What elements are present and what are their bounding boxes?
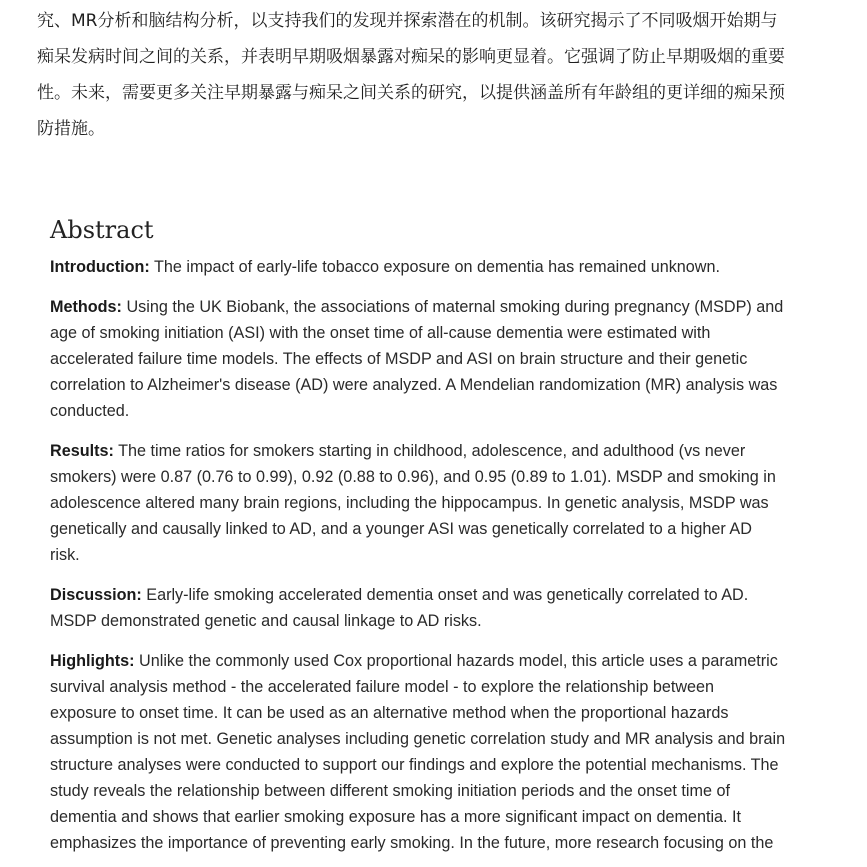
abstract-methods — [50, 294, 850, 424]
abstract-line: emphasizes the importance of preventing early smoking. In the future, more research focusing on the — [50, 834, 774, 852]
abstract-line: risk. — [50, 546, 80, 564]
section-text: The impact of early-life tobacco exposure on dementia has remained unknown. — [154, 258, 720, 276]
section-label: Highlights: — [50, 652, 135, 670]
abstract-line: accelerated failure time models. The effects of MSDP and ASI on brain structure and their genetic — [50, 350, 748, 368]
abstract-results — [50, 438, 850, 568]
section-label: Results: — [50, 442, 114, 460]
abstract-line: survival analysis method - the accelerated failure model - to explore the relationship between — [50, 678, 715, 696]
chinese-paragraph-line: 究、MR分析和脑结构分析，以支持我们的发现并探索潜在的机制。该研究揭示了不同吸烟开始期与 — [37, 11, 778, 31]
chinese-paragraph-line: 痴呆发病时间之间的关系，并表明早期吸烟暴露对痴呆的影响更显着。它强调了防止早期吸烟的重要 — [37, 47, 785, 67]
abstract-introduction — [50, 254, 850, 280]
chinese-paragraph-line: 性。未来，需要更多关注早期暴露与痴呆之间关系的研究，以提供涵盖所有年龄组的更详细的痴呆预 — [37, 83, 785, 103]
abstract-line — [50, 294, 850, 320]
section-text: Unlike the commonly used Cox proportional hazards model, this article uses a parametric — [139, 652, 778, 670]
abstract-line — [50, 254, 850, 280]
abstract-line: smokers) were 0.87 (0.76 to 0.99), 0.92 (0.88 to 0.96), and 0.95 (0.89 to 1.01). MSDP and smoking in — [50, 468, 776, 486]
abstract-line: structure analyses were conducted to support our findings and explore the potential mechanisms. The — [50, 756, 779, 774]
abstract-line: genetically and causally linked to AD, and a younger ASI was genetically correlated to a higher AD — [50, 520, 752, 538]
section-text: Early-life smoking accelerated dementia onset and was genetically correlated to AD. — [146, 586, 749, 604]
abstract-line — [50, 648, 850, 674]
abstract-line — [50, 438, 850, 464]
abstract-heading: Abstract — [50, 216, 154, 244]
abstract-highlights — [50, 648, 850, 856]
abstract-line: age of smoking initiation (ASI) with the onset time of all-cause dementia were estimated with — [50, 324, 711, 342]
abstract-discussion — [50, 582, 850, 634]
abstract-section — [50, 210, 850, 856]
abstract-line: adolescence altered many brain regions, including the hippocampus. In genetic analysis, MSDP was — [50, 494, 769, 512]
abstract-line: conducted. — [50, 402, 130, 420]
section-label: Methods: — [50, 298, 122, 316]
abstract-line — [50, 582, 850, 608]
abstract-line: exposure to onset time. It can be used as an alternative method when the proportional hazards — [50, 704, 729, 722]
section-text: Using the UK Biobank, the associations of maternal smoking during pregnancy (MSDP) and — [126, 298, 784, 316]
section-label: Introduction: — [50, 258, 150, 276]
abstract-line: dementia and shows that earlier smoking exposure has a more significant impact on dementia. It — [50, 808, 742, 826]
abstract-line: correlation to Alzheimer's disease (AD) were analyzed. A Mendelian randomization (MR) analysis was — [50, 376, 778, 394]
section-text: The time ratios for smokers starting in childhood, adolescence, and adulthood (vs never — [118, 442, 746, 460]
section-label: Discussion: — [50, 586, 142, 604]
abstract-line: assumption is not met. Genetic analyses including genetic correlation study and MR analysis and brain — [50, 730, 786, 748]
abstract-line: MSDP demonstrated genetic and causal linkage to AD risks. — [50, 612, 482, 630]
chinese-paragraph — [37, 6, 867, 150]
chinese-paragraph-line: 防措施。 — [37, 119, 105, 139]
abstract-line: study reveals the relationship between different smoking initiation periods and the onset time of — [50, 782, 730, 800]
